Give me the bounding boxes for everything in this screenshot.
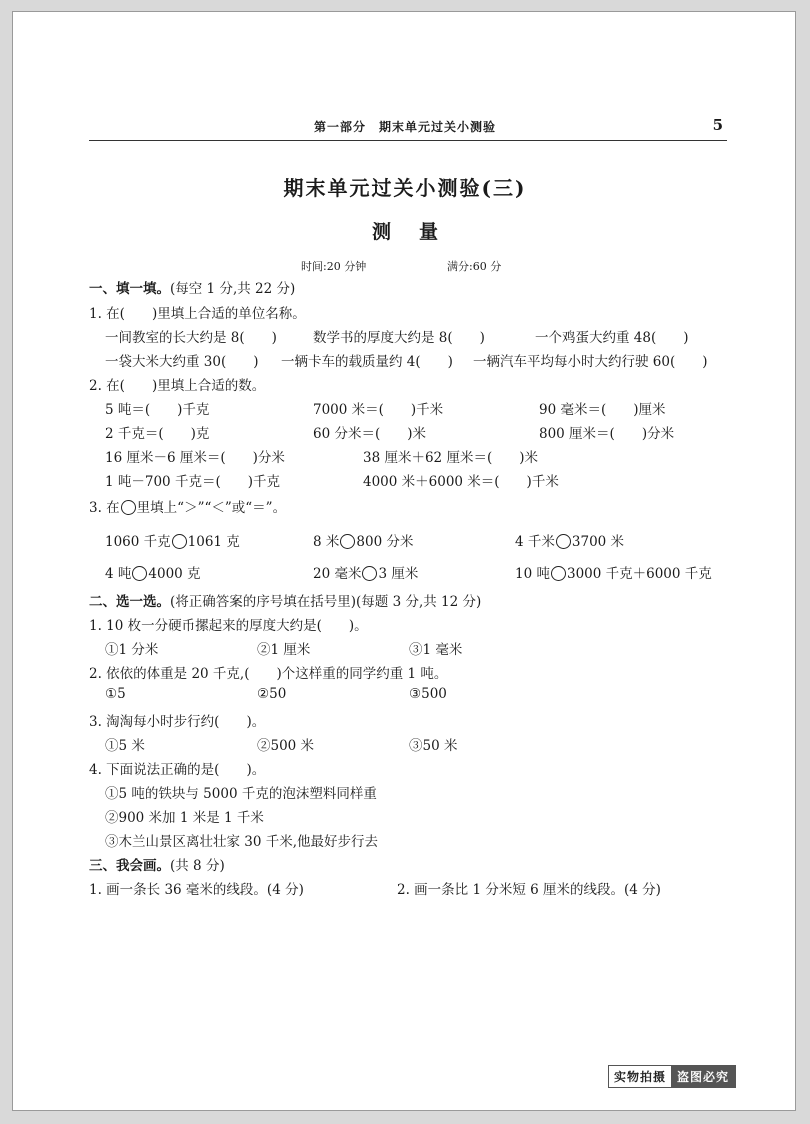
stem-part: 里填上“＞”“＜”或“＝”。 xyxy=(136,500,287,516)
choice-option: ②900 米加 1 米是 1 千米 xyxy=(105,810,264,826)
choice-option: ③500 xyxy=(409,686,447,702)
stamp-text-warning: 盗图必究 xyxy=(671,1066,735,1087)
choice-option: ①5 米 xyxy=(105,738,145,754)
section-note: (共 8 分) xyxy=(170,858,225,874)
choice-option: ②500 米 xyxy=(257,738,315,754)
stamp-text-photo: 实物拍摄 xyxy=(609,1066,671,1087)
choice-option: ②1 厘米 xyxy=(257,642,311,658)
fill-item: 一辆汽车平均每小时大约行驶 60( ) xyxy=(473,354,708,370)
fill-item: 一袋大米大约重 30( ) xyxy=(105,354,259,370)
page-subtitle xyxy=(13,217,797,244)
question-stem: 1. 在( )里填上合适的单位名称。 xyxy=(89,306,306,322)
fill-item: 一间教室的长大约是 8( ) xyxy=(105,330,277,346)
circle-blank-icon xyxy=(132,566,147,581)
compare-right: 4000 克 xyxy=(148,566,201,582)
compare-right: 800 分米 xyxy=(356,534,414,550)
time-limit: 时间:20 分钟 xyxy=(301,260,367,273)
choice-option: ③木兰山景区离壮壮家 30 千米,他最好步行去 xyxy=(105,834,379,850)
circle-blank-icon xyxy=(340,534,355,549)
choice-option: ②50 xyxy=(257,686,287,702)
compare-item xyxy=(515,562,712,582)
compare-item xyxy=(515,530,624,550)
conversion-item: 60 分米＝( )米 xyxy=(313,426,427,442)
conversion-item: 4000 米＋6000 米＝( )千米 xyxy=(363,474,559,490)
circle-blank-icon xyxy=(362,566,377,581)
compare-right: 3000 千克＋6000 千克 xyxy=(566,566,712,582)
section-heading: 一、填一填。 xyxy=(89,281,170,297)
question-stem xyxy=(89,496,286,516)
question-stem: 3. 淘淘每小时步行约( )。 xyxy=(89,714,266,730)
section-1-header xyxy=(89,277,295,297)
conversion-item: 38 厘米＋62 厘米＝( )米 xyxy=(363,450,538,466)
compare-left: 1060 千克 xyxy=(105,534,171,550)
drawing-question: 1. 画一条长 36 毫米的线段。(4 分) xyxy=(89,882,304,898)
conversion-item: 7000 米＝( )千米 xyxy=(313,402,444,418)
compare-left: 4 吨 xyxy=(105,566,132,582)
compare-right: 1061 克 xyxy=(187,534,240,550)
page-number: 5 xyxy=(712,116,723,134)
circle-blank-icon xyxy=(551,566,566,581)
header-section-title: 第一部分 期末单元过关小测验 xyxy=(314,120,497,134)
section-3-header xyxy=(89,854,225,874)
section-2-header xyxy=(89,590,481,610)
subtitle-char: 量 xyxy=(419,221,439,243)
compare-right: 3700 米 xyxy=(571,534,625,550)
conversion-item: 16 厘米－6 厘米＝( )分米 xyxy=(105,450,285,466)
section-note: (将正确答案的序号填在括号里)(每题 3 分,共 12 分) xyxy=(170,594,482,610)
worksheet-page xyxy=(12,11,796,1111)
compare-left: 10 吨 xyxy=(515,566,550,582)
running-header xyxy=(89,116,727,141)
choice-option: ①5 吨的铁块与 5000 千克的泡沫塑料同样重 xyxy=(105,786,377,802)
conversion-item: 90 毫米＝( )厘米 xyxy=(539,402,666,418)
circle-blank-icon xyxy=(556,534,571,549)
section-heading: 三、我会画。 xyxy=(89,858,170,874)
conversion-item: 5 吨＝( )千克 xyxy=(105,402,210,418)
question-stem: 2. 依依的体重是 20 千克,( )个这样重的同学约重 1 吨。 xyxy=(89,666,448,682)
page-title: 期末单元过关小测验(三) xyxy=(283,176,527,200)
circle-blank-icon xyxy=(172,534,187,549)
conversion-item: 1 吨－700 千克＝( )千克 xyxy=(105,474,280,490)
section-note: (每空 1 分,共 22 分) xyxy=(170,281,296,297)
conversion-item: 800 厘米＝( )分米 xyxy=(539,426,675,442)
fill-item: 一辆卡车的载质量约 4( ) xyxy=(281,354,453,370)
compare-left: 4 千米 xyxy=(515,534,555,550)
watermark-stamp xyxy=(608,1065,736,1088)
compare-left: 20 毫米 xyxy=(313,566,362,582)
subtitle-char: 测 xyxy=(371,221,391,243)
conversion-item: 2 千克＝( )克 xyxy=(105,426,210,442)
drawing-question: 2. 画一条比 1 分米短 6 厘米的线段。(4 分) xyxy=(397,882,661,898)
compare-left: 8 米 xyxy=(313,534,340,550)
compare-item xyxy=(105,530,240,550)
choice-option: ①5 xyxy=(105,686,126,702)
section-heading: 二、选一选。 xyxy=(89,594,170,610)
question-stem: 1. 10 枚一分硬币摞起来的厚度大约是( )。 xyxy=(89,618,368,634)
question-stem: 4. 下面说法正确的是( )。 xyxy=(89,762,266,778)
compare-item xyxy=(313,530,413,550)
circle-blank-icon xyxy=(121,500,136,515)
fill-item: 一个鸡蛋大约重 48( ) xyxy=(535,330,689,346)
compare-right: 3 厘米 xyxy=(378,566,419,582)
fill-item: 数学书的厚度大约是 8( ) xyxy=(313,330,485,346)
full-score: 满分:60 分 xyxy=(447,260,502,273)
question-stem: 2. 在( )里填上合适的数。 xyxy=(89,378,266,394)
compare-item xyxy=(105,562,201,582)
choice-option: ①1 分米 xyxy=(105,642,159,658)
choice-option: ③50 米 xyxy=(409,738,458,754)
compare-item xyxy=(313,562,418,582)
stem-part: 3. 在 xyxy=(89,500,120,516)
choice-option: ③1 毫米 xyxy=(409,642,463,658)
